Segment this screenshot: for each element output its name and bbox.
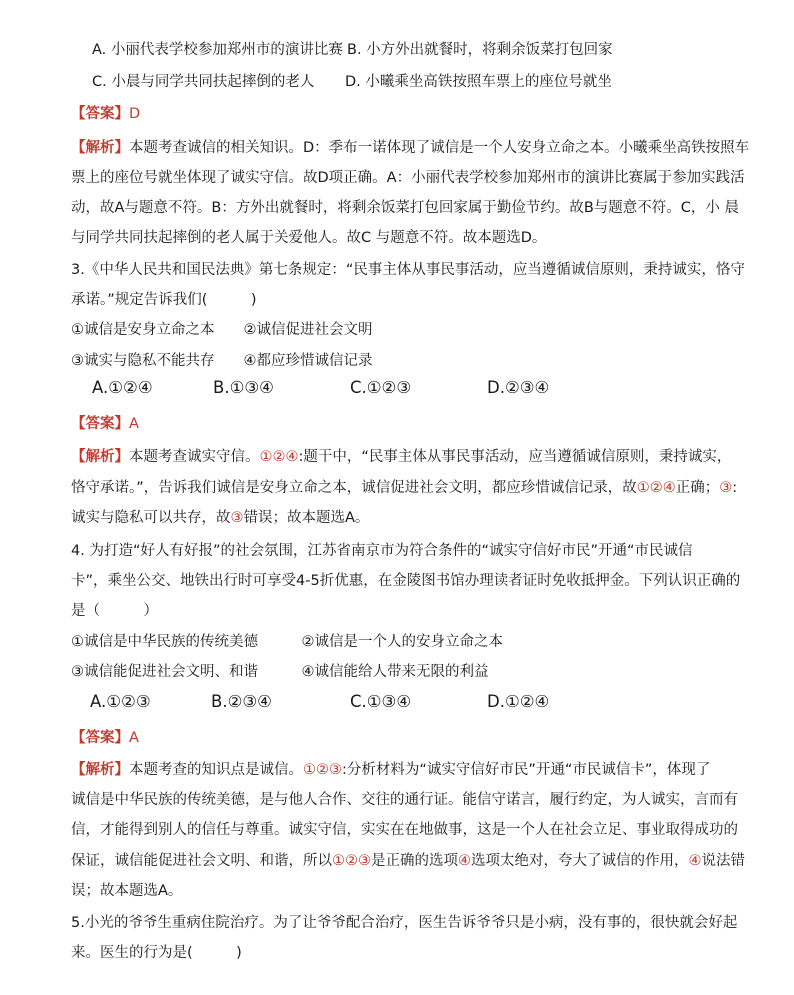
highlight: ①②④: [636, 480, 676, 496]
question-stem: 卡”，乘坐公交、地铁出行时可享受4-5折优惠，在金陵图书馆办理读者证时免收抵押金。下列认识正确的: [71, 573, 741, 589]
analysis-line: [71, 447, 731, 467]
analysis-text: 动，故A与题意不符。B：方外出就餐时，将剩余饭菜打包回家属于勤俭节约。故B与题意不符。C，小 晨: [71, 200, 740, 216]
question-stem: 来。医生的行为是( ): [71, 945, 242, 961]
analysis-line: [71, 508, 369, 528]
answer-value: A: [129, 416, 139, 432]
analysis-text: :分析材料为“诚实守信好市民”开通“市民诚信卡”，体现了: [342, 762, 711, 778]
choice-d: D.②③④: [487, 378, 550, 397]
analysis-text: 说法错: [701, 853, 745, 869]
highlight: ①②③: [303, 762, 342, 778]
question-stem: 承诺。”规定告诉我们( ): [71, 292, 257, 308]
choice-c: C.①③④: [350, 692, 412, 711]
choice-a: A.①②③: [90, 692, 151, 711]
analysis-text: 信，才能得到别人的信任与尊重。诚实守信，实实在在地做事，这是一个人在社会立足、事业取得成功的: [71, 822, 738, 838]
analysis-text: 是正确的选项: [371, 853, 458, 869]
highlight: ①②④: [259, 449, 299, 465]
option-c: C. 小晨与同学共同扶起摔倒的老人: [92, 74, 315, 90]
question-stem: 4. 为打造“好人有好报”的社会氛围，江苏省南京市为符合条件的“诚实守信好市民”开通“市民诚信: [71, 543, 693, 559]
choice-d: D.①②④: [487, 692, 550, 711]
analysis-text: 诚实与隐私可以共存，故: [71, 510, 231, 526]
analysis-line: [71, 760, 710, 780]
analysis-tag: 【解析】: [71, 762, 129, 778]
analysis-text: 诚信是中华民族的传统美德，是与他人合作、交往的通行证。能信守诺言，履行约定，为人诚实，言而有: [71, 792, 738, 808]
highlight: ④: [688, 853, 702, 869]
analysis-text: 本题考查的知识点是诚信。: [129, 762, 303, 778]
statement-items: ①诚信是中华民族的传统美德 ②诚信是一个人的安身立命之本: [71, 634, 503, 650]
answer-tag: 【答案】: [71, 730, 129, 746]
answer-value: D: [129, 106, 141, 122]
analysis-line: [71, 138, 749, 158]
statement-items: ①诚信是安身立命之本 ②诚信促进社会文明: [71, 322, 373, 338]
analysis-line: [71, 851, 745, 871]
answer-line: [71, 104, 140, 124]
answer-value: A: [129, 730, 139, 746]
analysis-text: 票上的座位号就坐体现了诚实守信。故D项正确。A：小丽代表学校参加郑州市的演讲比赛属于参加实践活: [71, 170, 745, 186]
question-stem: 3.《中华人民共和国民法典》第七条规定：“民事主体从事民事活动，应当遵循诚信原则，秉持诚实，恪守: [71, 262, 745, 278]
analysis-line: [71, 478, 737, 498]
statement-items: ③诚信能促进社会文明、和谐 ④诚信能给人带来无限的利益: [71, 664, 489, 680]
question-stem: 5.小光的爷爷生重病住院治疗。为了让爷爷配合治疗，医生告诉爷爷只是小病，没有事的，很快就会好起: [71, 915, 738, 931]
choice-b: B.②③④: [211, 692, 272, 711]
statement-items: ③诚实与隐私不能共存 ④都应珍惜诚信记录: [71, 353, 373, 369]
answer-line: [71, 414, 139, 434]
question-stem: 是（ ）: [71, 603, 158, 619]
highlight: ③: [230, 510, 244, 526]
highlight: ④: [458, 853, 471, 869]
option-b: B. 小方外出就餐时，将剩余饭菜打包回家: [347, 42, 613, 58]
analysis-text: 误；故本题选A。: [71, 883, 183, 899]
answer-line: [71, 728, 139, 748]
answer-tag: 【答案】: [71, 416, 129, 432]
option-a: A. 小丽代表学校参加郑州市的演讲比赛: [92, 42, 343, 58]
analysis-text: 保证，诚信能促进社会文明、和谐，所以: [71, 853, 332, 869]
highlight: ③: [719, 480, 733, 496]
choice-c: C.①②③: [350, 378, 412, 397]
analysis-text: 正确；: [675, 480, 720, 496]
analysis-text: 错误；故本题选A。: [243, 510, 370, 526]
analysis-text: :: [732, 480, 738, 496]
choice-a: A.①②④: [92, 378, 153, 397]
analysis-tag: 【解析】: [71, 140, 129, 156]
analysis-text: 本题考查诚信的相关知识。D：季布一诺体现了诚信是一个人安身立命之本。小曦乘坐高铁按照车: [129, 140, 750, 156]
answer-tag: 【答案】: [71, 106, 129, 122]
option-d: D. 小曦乘坐高铁按照车票上的座位号就坐: [345, 74, 612, 90]
analysis-text: 本题考查诚实守信。: [129, 449, 260, 465]
highlight: ①②③: [332, 853, 371, 869]
analysis-text: 选项太绝对，夸大了诚信的作用，: [471, 853, 689, 869]
analysis-text: 恪守承诺。”，告诉我们诚信是安身立命之本，诚信促进社会文明，都应珍惜诚信记录，故: [71, 480, 637, 496]
choice-b: B.①③④: [213, 378, 274, 397]
analysis-text: :题干中，“民事主体从事民事活动，应当遵循诚信原则，秉持诚实，: [298, 449, 732, 465]
analysis-text: 与同学共同扶起摔倒的老人属于关爱他人。故C 与题意不符。故本题选D。: [71, 230, 547, 246]
analysis-tag: 【解析】: [71, 449, 129, 465]
